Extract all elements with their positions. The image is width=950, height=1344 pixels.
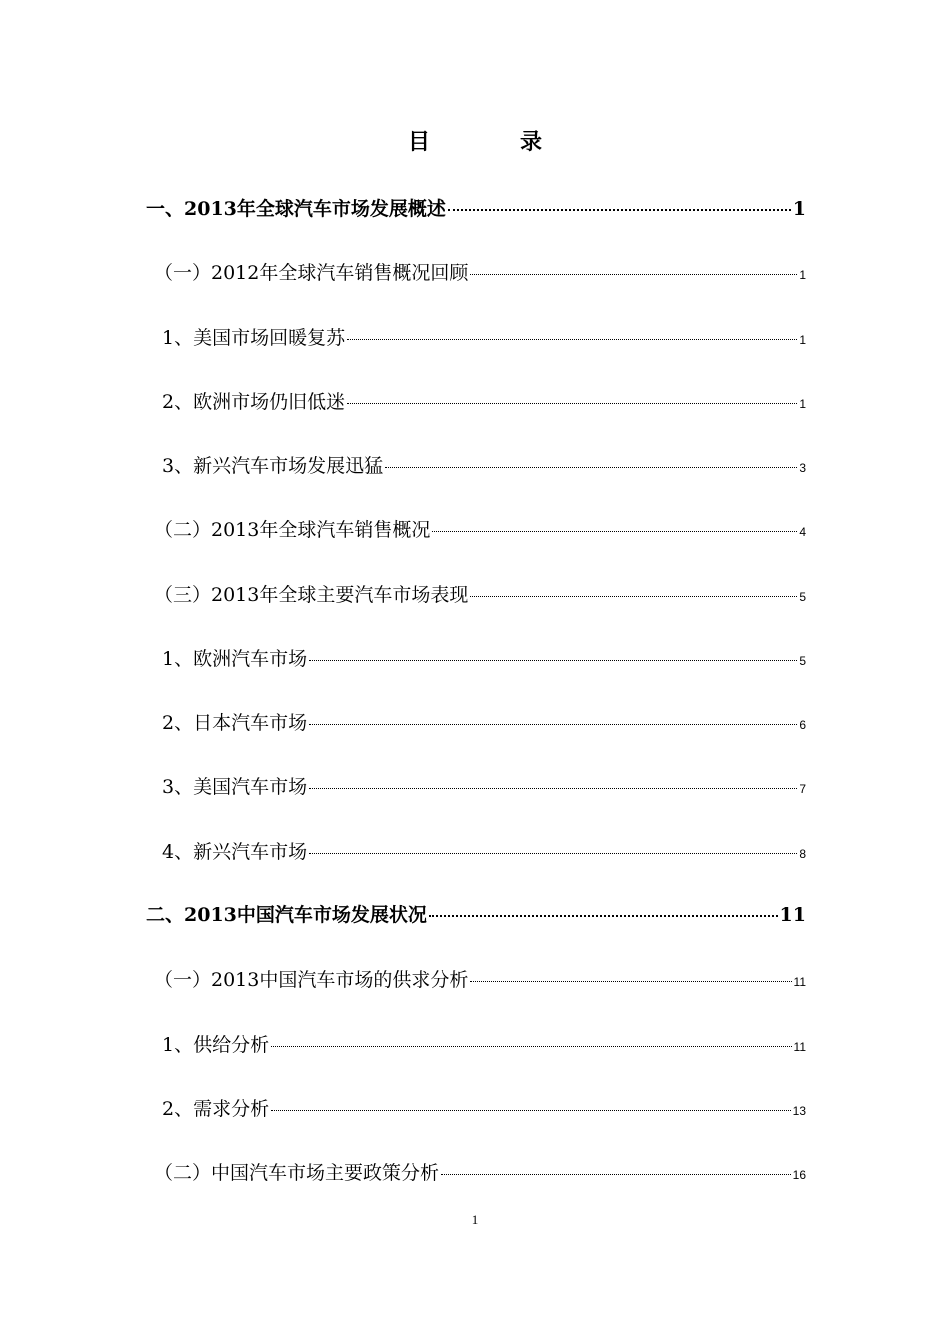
- toc-entry-label: 1、欧洲汽车市场: [162, 648, 308, 670]
- toc-entry-label: 二、2013中国汽车市场发展状况: [146, 904, 427, 926]
- toc-title: 目 录: [407, 129, 576, 155]
- dot-leader: [448, 209, 791, 211]
- toc-entry[interactable]: [154, 965, 806, 995]
- toc-entry[interactable]: [154, 580, 806, 610]
- toc-entry-label: 3、美国汽车市场: [162, 776, 308, 798]
- dot-leader: [309, 660, 797, 661]
- toc-entry[interactable]: [162, 323, 806, 353]
- toc-entry-label: （一）2012年全球汽车销售概况回顾: [154, 262, 469, 284]
- toc-entry[interactable]: [162, 1030, 806, 1060]
- toc-entry[interactable]: [162, 837, 806, 867]
- toc-entry-page: 1: [799, 268, 806, 282]
- toc-entry-page: 3: [799, 461, 806, 475]
- toc-entry-label: （一）2013中国汽车市场的供求分析: [154, 969, 469, 991]
- dot-leader: [309, 724, 797, 725]
- toc-entry[interactable]: [162, 1094, 806, 1124]
- dot-leader: [385, 467, 797, 468]
- toc-entry[interactable]: [146, 900, 806, 930]
- toc-entry[interactable]: [162, 708, 806, 738]
- toc-entry-label: 2、欧洲市场仍旧低迷: [162, 391, 346, 413]
- toc-entry[interactable]: [162, 772, 806, 802]
- dot-leader: [470, 274, 797, 275]
- dot-leader: [347, 403, 797, 404]
- toc-entry-label: 2、需求分析: [162, 1098, 270, 1120]
- toc-entry-label: （三）2013年全球主要汽车市场表现: [154, 584, 469, 606]
- dot-leader: [470, 596, 797, 597]
- toc-entry-page: 11: [793, 1040, 806, 1054]
- toc-entry-label: 一、2013年全球汽车市场发展概述: [146, 198, 446, 220]
- toc-entry[interactable]: [154, 1158, 806, 1188]
- dot-leader: [271, 1046, 791, 1047]
- dot-leader: [309, 788, 797, 789]
- dot-leader: [441, 1174, 791, 1175]
- toc-entry[interactable]: [162, 644, 806, 674]
- toc-entry-page: 16: [792, 1168, 806, 1182]
- dot-leader: [429, 915, 778, 917]
- toc-entry-label: 1、美国市场回暖复苏: [162, 327, 346, 349]
- toc-entry-page: 1: [799, 333, 806, 347]
- toc-entry-page: 11: [779, 904, 806, 926]
- toc-entry-label: 4、新兴汽车市场: [162, 841, 308, 863]
- toc-entry[interactable]: [154, 515, 806, 545]
- toc-entry-page: 5: [799, 590, 806, 604]
- toc-entry-page: 5: [799, 654, 806, 668]
- dot-leader: [470, 981, 791, 982]
- dot-leader: [432, 531, 797, 532]
- dot-leader: [309, 853, 797, 854]
- toc-entry[interactable]: [162, 387, 806, 417]
- dot-leader: [271, 1110, 791, 1111]
- toc-entry-label: （二）2013年全球汽车销售概况: [154, 519, 431, 541]
- toc-entry-label: （二）中国汽车市场主要政策分析: [154, 1162, 440, 1184]
- toc-entry-page: 1: [792, 198, 806, 220]
- toc-entry[interactable]: [154, 258, 806, 288]
- toc-entry-page: 1: [799, 397, 806, 411]
- toc-entry[interactable]: [162, 451, 806, 481]
- toc-entry-page: 6: [799, 718, 806, 732]
- toc-entry-page: 13: [792, 1104, 806, 1118]
- toc-entry-page: 11: [793, 975, 806, 989]
- page-number: 1: [471, 1212, 479, 1227]
- toc-entry-label: 1、供给分析: [162, 1034, 270, 1056]
- toc-entry-label: 3、新兴汽车市场发展迅猛: [162, 455, 384, 477]
- toc-entry-page: 7: [799, 782, 806, 796]
- toc-entry[interactable]: [146, 194, 806, 224]
- toc-entry-label: 2、日本汽车市场: [162, 712, 308, 734]
- toc-entry-page: 4: [799, 525, 806, 539]
- toc-entry-page: 8: [799, 847, 806, 861]
- dot-leader: [347, 339, 797, 340]
